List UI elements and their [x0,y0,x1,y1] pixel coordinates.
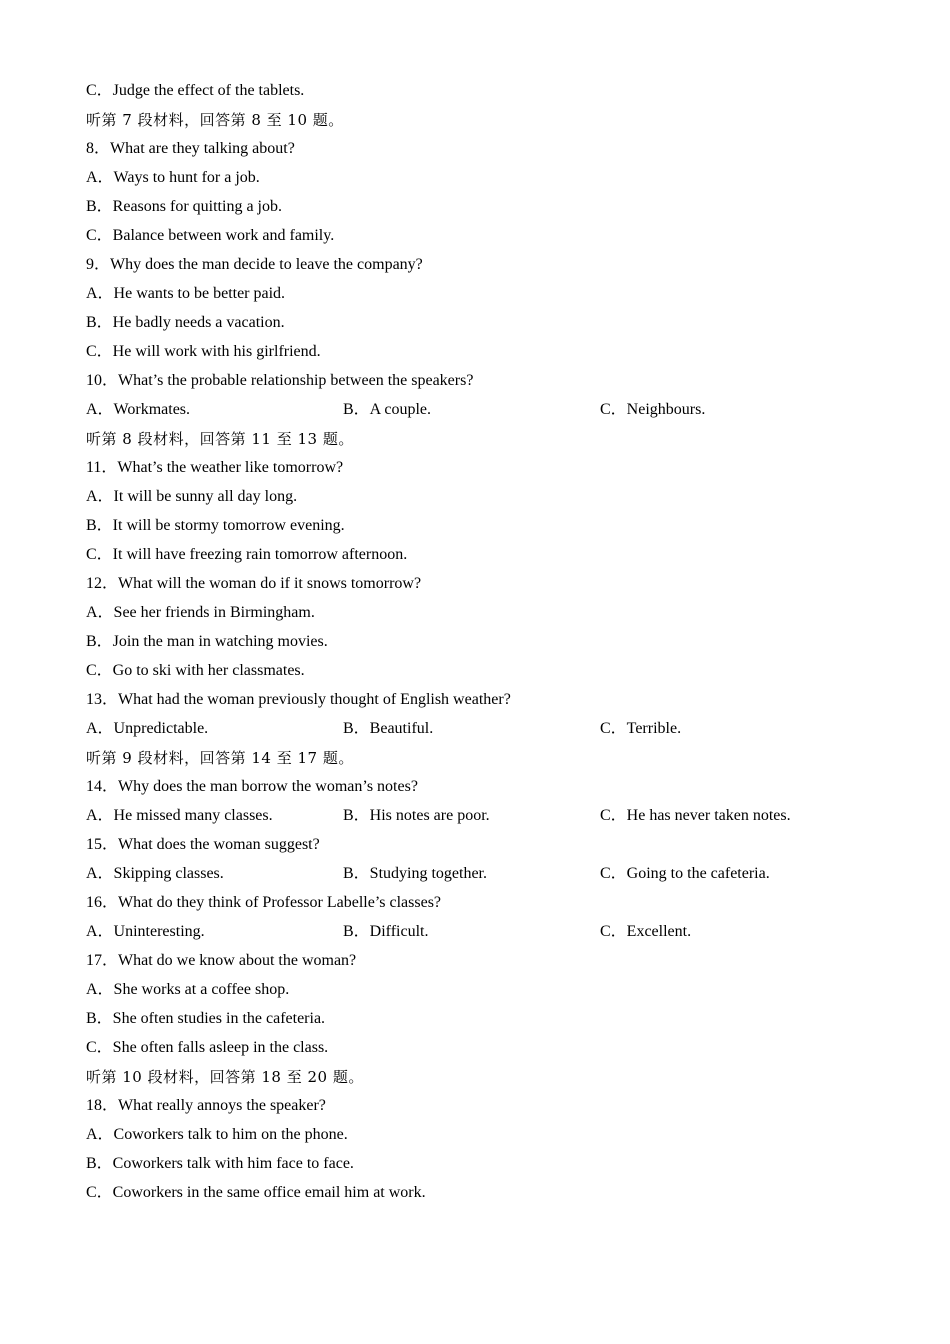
section-instruction: 听第 7 段材料，回答第 8 至 10 题。 [86,111,344,129]
question-text: 9．Why does the man decide to leave the company? [86,256,423,273]
answer-options-row [86,717,866,746]
answer-options-row [86,862,866,891]
question-text: 15．What does the woman suggest? [86,836,320,853]
answer-option: B．Coworkers talk with him face to face. [86,1155,354,1172]
answer-option: C．Go to ski with her classmates. [86,662,305,679]
answer-option: C．Balance between work and family. [86,227,335,244]
answer-options-row [86,398,866,427]
answer-option-a: A．Skipping classes. [86,865,224,882]
question-text: 17．What do we know about the woman? [86,952,357,969]
answer-option-c: C．Terrible. [600,720,682,737]
answer-option: A．Ways to hunt for a job. [86,169,260,186]
section-instruction: 听第 8 段材料，回答第 11 至 13 题。 [86,430,354,448]
answer-option: A．See her friends in Birmingham. [86,604,315,621]
answer-option: C．She often falls asleep in the class. [86,1039,329,1056]
answer-option: C．It will have freezing rain tomorrow afternoon. [86,546,408,563]
answer-option-b: B．Studying together. [343,865,488,882]
answer-option: A．It will be sunny all day long. [86,488,298,505]
document-page [86,79,866,1210]
answer-option-a: A．Uninteresting. [86,923,205,940]
answer-option: B．Reasons for quitting a job. [86,198,282,215]
answer-options-row [86,920,866,949]
answer-option-a: A．He missed many classes. [86,807,273,824]
answer-option: A．Coworkers talk to him on the phone. [86,1126,348,1143]
question-text: 11．What’s the weather like tomorrow? [86,459,344,476]
answer-option: C．He will work with his girlfriend. [86,343,321,360]
answer-option: A．She works at a coffee shop. [86,981,290,998]
answer-option-b: B．His notes are poor. [343,807,490,824]
answer-option-c: C．He has never taken notes. [600,807,791,824]
answer-option-c: C．Excellent. [600,923,692,940]
question-text: 13．What had the woman previously thought of English weather? [86,691,511,708]
answer-option: A．He wants to be better paid. [86,285,286,302]
answer-option: C．Coworkers in the same office email him at work. [86,1184,426,1201]
question-text: 10．What’s the probable relationship between the speakers? [86,372,474,389]
question-text: 14．Why does the man borrow the woman’s notes? [86,778,418,795]
answer-option: C．Judge the effect of the tablets. [86,82,305,99]
question-text: 8．What are they talking about? [86,140,295,157]
answer-option: B．He badly needs a vacation. [86,314,285,331]
answer-option-a: A．Unpredictable. [86,720,209,737]
answer-option-c: C．Going to the cafeteria. [600,865,770,882]
answer-option: B．She often studies in the cafeteria. [86,1010,326,1027]
answer-option-b: B．Difficult. [343,923,429,940]
question-text: 18．What really annoys the speaker? [86,1097,326,1114]
answer-option-c: C．Neighbours. [600,401,706,418]
section-instruction: 听第 10 段材料，回答第 18 至 20 题。 [86,1068,364,1086]
answer-option-a: A．Workmates. [86,401,191,418]
answer-option: B．It will be stormy tomorrow evening. [86,517,345,534]
answer-option-b: B．A couple. [343,401,431,418]
answer-option: B．Join the man in watching movies. [86,633,328,650]
question-text: 16．What do they think of Professor Labelle’s classes? [86,894,442,911]
section-instruction: 听第 9 段材料，回答第 14 至 17 题。 [86,749,354,767]
question-text: 12．What will the woman do if it snows tomorrow? [86,575,422,592]
answer-options-row [86,804,866,833]
answer-option-b: B．Beautiful. [343,720,434,737]
